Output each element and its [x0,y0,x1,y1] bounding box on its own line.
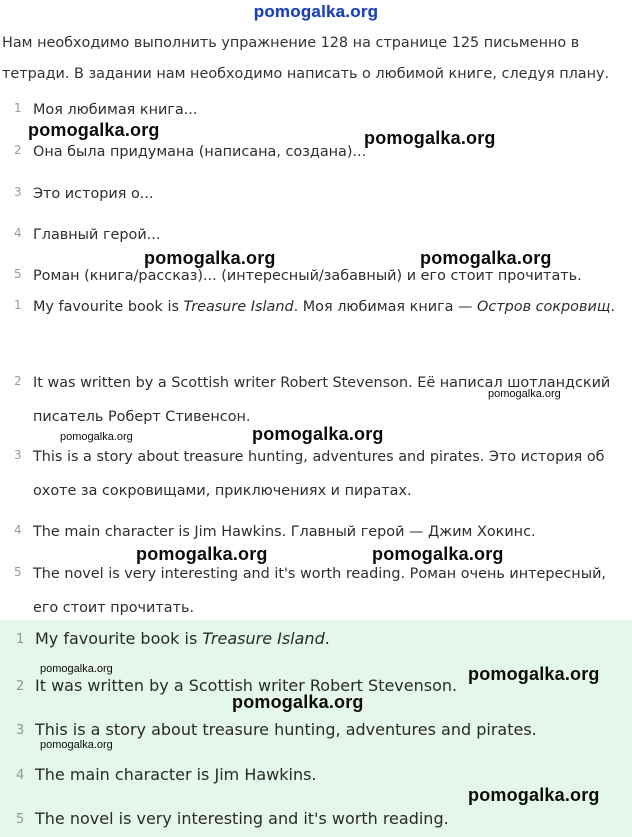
watermark: pomogalka.org [136,544,268,564]
item-number: 3 [14,448,22,462]
item-text: Моя любимая книга... [33,102,198,118]
watermark: pomogalka.org [60,431,133,443]
watermark: pomogalka.org [468,785,600,805]
site-title[interactable]: pomogalka.org [253,2,379,21]
item-text: The main character is Jim Hawkins. Главный герой — Джим Хокинс. [33,524,536,540]
item-number: 2 [16,679,25,694]
answer-line: The main character is Jim Hawkins. [35,765,317,784]
watermark: pomogalka.org [252,424,384,444]
intro-paragraph: Нам необходимо выполнить упражнение 128 на странице 125 письменно в тетради. В задании нам необходимо написать о любимой книге, следуя плану. [2,35,610,82]
item-number: 1 [14,101,22,115]
item-number: 5 [16,812,25,827]
watermark: pomogalka.org [232,692,364,712]
item-text: This is a story about treasure hunting, adventures and pirates. Это история об охоте за сокровищами, приключениях и пиратах. [33,449,605,499]
watermark: pomogalka.org [468,664,600,684]
watermark: pomogalka.org [40,663,113,675]
watermark: pomogalka.org [372,544,504,564]
watermark: pomogalka.org [28,120,160,140]
item-number: 1 [16,632,25,647]
item-number: 2 [14,143,22,157]
item-number: 4 [14,226,22,240]
watermark: pomogalka.org [144,248,276,268]
answer-line: The novel is very interesting and it's worth reading. [35,809,449,828]
item-number: 4 [14,523,22,537]
item-text: Это история о... [33,186,154,202]
watermark: pomogalka.org [488,388,561,400]
watermark: pomogalka.org [420,248,552,268]
item-text: My favourite book is Treasure Island. Моя любимая книга — Остров сокровищ. [33,299,615,315]
item-text: Главный герой... [33,227,161,243]
watermark: pomogalka.org [364,128,496,148]
answer-line: This is a story about treasure hunting, adventures and pirates. [35,720,537,739]
watermark: pomogalka.org [40,739,113,751]
item-number: 4 [16,768,25,783]
item-text: The novel is very interesting and it's worth reading. Роман очень интересный, его стоит прочитать. [33,566,607,616]
item-number: 1 [14,298,22,312]
answer-line: My favourite book is Treasure Island. [35,629,330,648]
answer-line: It was written by a Scottish writer Robert Stevenson. [35,676,458,695]
item-number: 2 [14,374,22,388]
item-number: 3 [16,723,25,738]
item-number: 3 [14,185,22,199]
item-number: 5 [14,267,22,281]
item-text: Роман (книга/рассказ)... (интересный/забавный) и его стоит прочитать. [33,268,582,284]
item-text: Она была придумана (написана, создана)... [33,144,367,160]
item-text: It was written by a Scottish writer Robert Stevenson. Её написал шотландский писатель Роберт Стивенсон. [33,375,611,425]
item-number: 5 [14,565,22,579]
